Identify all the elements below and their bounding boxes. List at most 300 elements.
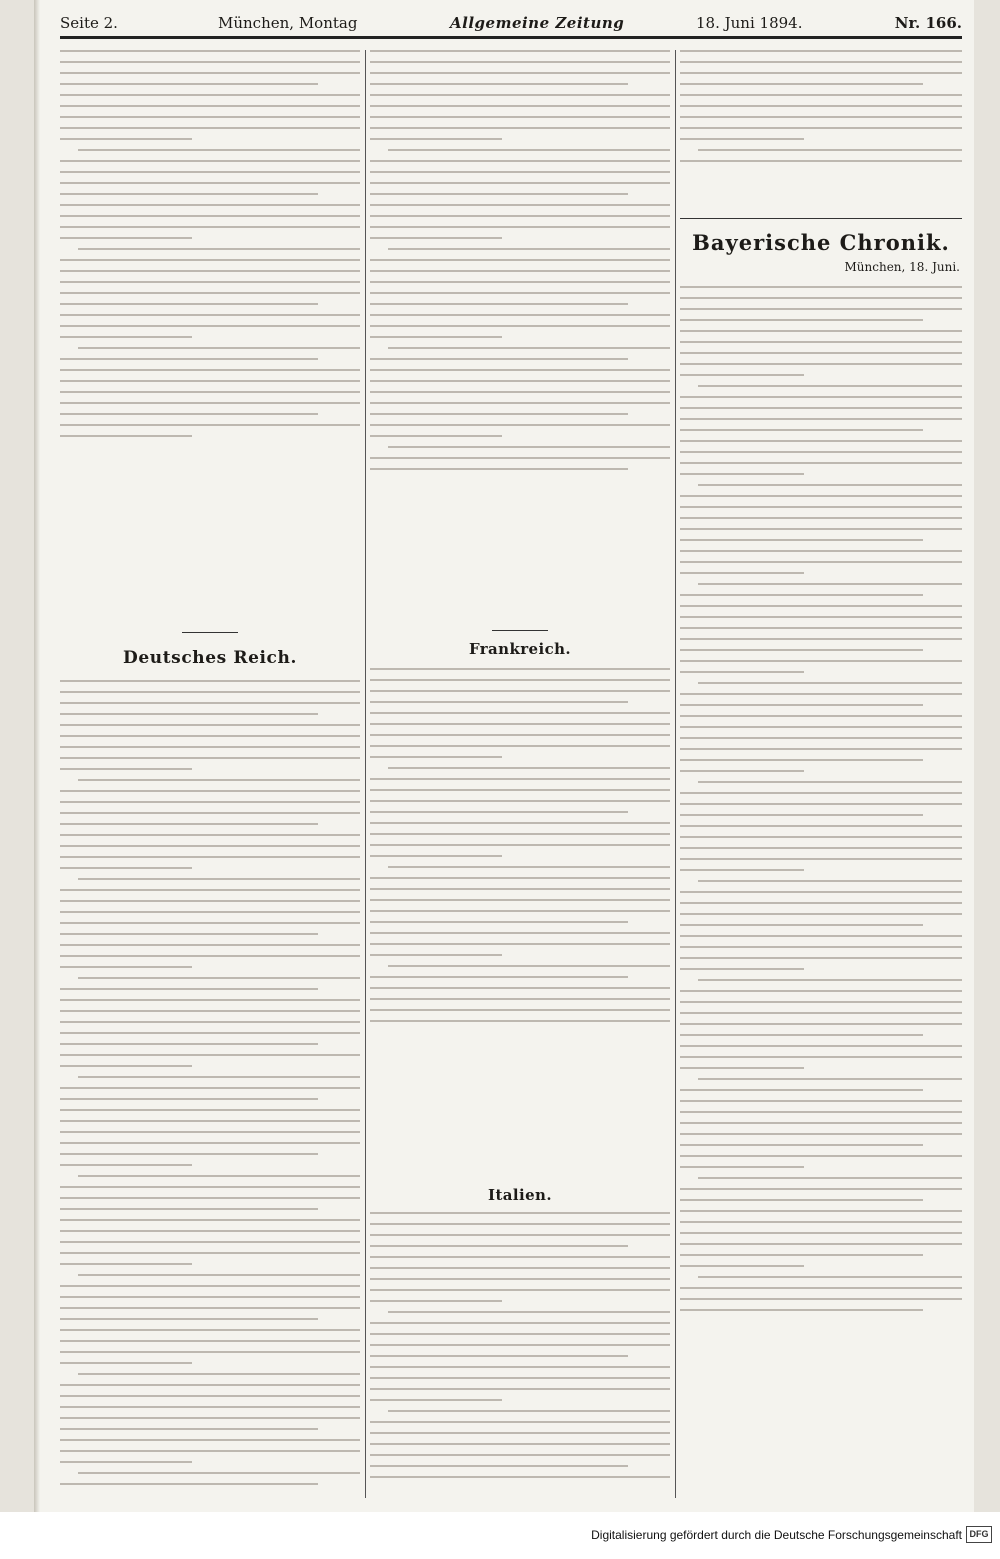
text-line-placeholder bbox=[680, 1100, 962, 1102]
text-line-placeholder bbox=[680, 847, 962, 849]
text-body bbox=[60, 680, 360, 1494]
text-line-placeholder bbox=[60, 83, 318, 85]
text-line-placeholder bbox=[680, 759, 923, 761]
text-line-placeholder bbox=[698, 484, 962, 486]
section-heading-bayerische-chronik: Bayerische Chronik. bbox=[692, 230, 950, 255]
text-line-placeholder bbox=[680, 1309, 923, 1311]
text-line-placeholder bbox=[680, 1155, 962, 1157]
text-line-placeholder bbox=[370, 1245, 628, 1247]
text-line-placeholder bbox=[680, 1166, 804, 1168]
text-line-placeholder bbox=[370, 292, 670, 294]
text-line-placeholder bbox=[370, 833, 670, 835]
text-line-placeholder bbox=[60, 1043, 318, 1045]
text-line-placeholder bbox=[680, 1243, 962, 1245]
text-line-placeholder bbox=[680, 550, 962, 552]
text-line-placeholder bbox=[60, 1406, 360, 1408]
text-line-placeholder bbox=[680, 1133, 962, 1135]
text-line-placeholder bbox=[60, 1131, 360, 1133]
text-line-placeholder bbox=[680, 1188, 962, 1190]
text-line-placeholder bbox=[680, 1012, 962, 1014]
text-line-placeholder bbox=[370, 391, 670, 393]
text-line-placeholder bbox=[370, 127, 670, 129]
text-line-placeholder bbox=[370, 413, 628, 415]
text-line-placeholder bbox=[680, 451, 962, 453]
text-line-placeholder bbox=[60, 270, 360, 272]
text-line-placeholder bbox=[370, 1454, 670, 1456]
text-line-placeholder bbox=[680, 594, 923, 596]
text-line-placeholder bbox=[370, 899, 670, 901]
text-line-placeholder bbox=[680, 924, 923, 926]
text-line-placeholder bbox=[60, 1461, 192, 1463]
text-line-placeholder bbox=[680, 990, 962, 992]
text-line-placeholder bbox=[680, 825, 962, 827]
text-line-placeholder bbox=[680, 1001, 962, 1003]
text-line-placeholder bbox=[60, 127, 360, 129]
text-line-placeholder bbox=[370, 138, 502, 140]
text-line-placeholder bbox=[680, 1287, 962, 1289]
page-number-label: Seite 2. bbox=[60, 14, 118, 32]
text-line-placeholder bbox=[680, 814, 923, 816]
text-line-placeholder bbox=[60, 171, 360, 173]
text-line-placeholder bbox=[60, 768, 192, 770]
text-body bbox=[370, 668, 670, 1031]
text-line-placeholder bbox=[680, 1210, 962, 1212]
text-line-placeholder bbox=[60, 724, 360, 726]
text-line-placeholder bbox=[60, 1428, 318, 1430]
text-line-placeholder bbox=[680, 1056, 962, 1058]
text-line-placeholder bbox=[60, 1142, 360, 1144]
text-line-placeholder bbox=[680, 869, 804, 871]
text-line-placeholder bbox=[680, 506, 962, 508]
text-line-placeholder bbox=[370, 1388, 670, 1390]
text-line-placeholder bbox=[680, 1232, 962, 1234]
text-line-placeholder bbox=[60, 801, 360, 803]
text-line-placeholder bbox=[680, 1111, 962, 1113]
text-line-placeholder bbox=[370, 1009, 670, 1011]
text-body bbox=[680, 50, 962, 171]
text-line-placeholder bbox=[370, 712, 670, 714]
text-line-placeholder bbox=[60, 1241, 360, 1243]
text-line-placeholder bbox=[60, 944, 360, 946]
text-line-placeholder bbox=[60, 358, 318, 360]
column-3 bbox=[680, 50, 962, 1498]
text-line-placeholder bbox=[370, 160, 670, 162]
text-line-placeholder bbox=[60, 856, 360, 858]
text-line-placeholder bbox=[680, 473, 804, 475]
text-line-placeholder bbox=[698, 1276, 962, 1278]
text-line-placeholder bbox=[370, 204, 670, 206]
text-line-placeholder bbox=[680, 374, 804, 376]
text-line-placeholder bbox=[60, 50, 360, 52]
text-line-placeholder bbox=[60, 1186, 360, 1188]
text-line-placeholder bbox=[60, 424, 360, 426]
text-line-placeholder bbox=[680, 1067, 804, 1069]
issue-number: Nr. 166. bbox=[894, 14, 962, 32]
text-body bbox=[370, 50, 670, 479]
text-line-placeholder bbox=[370, 1256, 670, 1258]
text-line-placeholder bbox=[370, 116, 670, 118]
text-line-placeholder bbox=[680, 440, 962, 442]
text-line-placeholder bbox=[680, 935, 962, 937]
text-line-placeholder bbox=[370, 998, 670, 1000]
text-line-placeholder bbox=[60, 988, 318, 990]
text-line-placeholder bbox=[60, 1340, 360, 1342]
text-line-placeholder bbox=[680, 50, 962, 52]
text-line-placeholder bbox=[370, 226, 670, 228]
text-line-placeholder bbox=[388, 1311, 670, 1313]
text-line-placeholder bbox=[370, 1289, 670, 1291]
text-line-placeholder bbox=[60, 933, 318, 935]
text-line-placeholder bbox=[698, 583, 962, 585]
text-line-placeholder bbox=[698, 979, 962, 981]
text-line-placeholder bbox=[680, 1199, 923, 1201]
text-line-placeholder bbox=[60, 1219, 360, 1221]
text-line-placeholder bbox=[388, 1410, 670, 1412]
text-line-placeholder bbox=[60, 325, 360, 327]
text-line-placeholder bbox=[680, 836, 962, 838]
text-line-placeholder bbox=[60, 1164, 192, 1166]
text-line-placeholder bbox=[698, 385, 962, 387]
text-line-placeholder bbox=[370, 72, 670, 74]
text-line-placeholder bbox=[370, 94, 670, 96]
text-line-placeholder bbox=[388, 965, 670, 967]
text-line-placeholder bbox=[680, 495, 962, 497]
text-line-placeholder bbox=[698, 880, 962, 882]
funding-credit: Digitalisierung gefördert durch die Deutsche Forschungsgemeinschaft bbox=[591, 1528, 962, 1542]
text-line-placeholder bbox=[370, 1355, 628, 1357]
text-line-placeholder bbox=[680, 429, 923, 431]
text-line-placeholder bbox=[680, 127, 962, 129]
text-line-placeholder bbox=[60, 922, 360, 924]
text-line-placeholder bbox=[60, 1021, 360, 1023]
text-line-placeholder bbox=[698, 781, 962, 783]
text-line-placeholder bbox=[60, 790, 360, 792]
text-line-placeholder bbox=[680, 616, 962, 618]
text-line-placeholder bbox=[60, 1087, 360, 1089]
text-line-placeholder bbox=[370, 105, 670, 107]
text-line-placeholder bbox=[78, 1472, 360, 1474]
text-line-placeholder bbox=[60, 1208, 318, 1210]
text-line-placeholder bbox=[60, 391, 360, 393]
column-rule bbox=[675, 50, 676, 1498]
text-line-placeholder bbox=[680, 61, 962, 63]
section-heading-deutsches-reich: Deutsches Reich. bbox=[123, 648, 297, 668]
text-line-placeholder bbox=[370, 314, 670, 316]
text-line-placeholder bbox=[388, 446, 670, 448]
text-line-placeholder bbox=[60, 138, 192, 140]
text-line-placeholder bbox=[78, 149, 360, 151]
text-line-placeholder bbox=[60, 1197, 360, 1199]
text-line-placeholder bbox=[370, 270, 670, 272]
text-line-placeholder bbox=[370, 943, 670, 945]
text-line-placeholder bbox=[60, 1384, 360, 1386]
text-line-placeholder bbox=[370, 976, 628, 978]
text-line-placeholder bbox=[370, 1300, 502, 1302]
text-line-placeholder bbox=[60, 1296, 360, 1298]
text-line-placeholder bbox=[370, 800, 670, 802]
text-line-placeholder bbox=[60, 1362, 192, 1364]
text-line-placeholder bbox=[370, 701, 628, 703]
text-line-placeholder bbox=[60, 204, 360, 206]
text-line-placeholder bbox=[370, 778, 670, 780]
text-line-placeholder bbox=[370, 1020, 670, 1022]
text-line-placeholder bbox=[680, 105, 962, 107]
issue-date: 18. Juni 1894. bbox=[696, 14, 803, 32]
text-line-placeholder bbox=[370, 182, 670, 184]
text-line-placeholder bbox=[60, 1109, 360, 1111]
text-line-placeholder bbox=[680, 803, 962, 805]
text-line-placeholder bbox=[60, 226, 360, 228]
text-line-placeholder bbox=[60, 314, 360, 316]
text-line-placeholder bbox=[60, 713, 318, 715]
text-line-placeholder bbox=[60, 303, 318, 305]
column-1 bbox=[60, 50, 360, 1498]
text-line-placeholder bbox=[60, 336, 192, 338]
text-line-placeholder bbox=[370, 723, 670, 725]
text-line-placeholder bbox=[370, 679, 670, 681]
text-line-placeholder bbox=[60, 1351, 360, 1353]
text-line-placeholder bbox=[370, 822, 670, 824]
text-line-placeholder bbox=[680, 72, 962, 74]
page-fold-shadow bbox=[34, 0, 40, 1512]
text-line-placeholder bbox=[60, 1032, 360, 1034]
text-line-placeholder bbox=[680, 660, 962, 662]
text-line-placeholder bbox=[370, 61, 670, 63]
text-line-placeholder bbox=[60, 900, 360, 902]
text-line-placeholder bbox=[78, 1175, 360, 1177]
text-line-placeholder bbox=[370, 303, 628, 305]
text-line-placeholder bbox=[370, 1399, 502, 1401]
text-line-placeholder bbox=[680, 748, 962, 750]
text-line-placeholder bbox=[78, 1274, 360, 1276]
text-line-placeholder bbox=[370, 435, 502, 437]
text-line-placeholder bbox=[60, 1230, 360, 1232]
text-line-placeholder bbox=[680, 319, 923, 321]
section-rule bbox=[492, 630, 548, 631]
text-line-placeholder bbox=[78, 779, 360, 781]
text-line-placeholder bbox=[370, 734, 670, 736]
text-line-placeholder bbox=[60, 746, 360, 748]
masthead-rule bbox=[60, 36, 962, 39]
text-line-placeholder bbox=[370, 336, 502, 338]
text-line-placeholder bbox=[680, 83, 923, 85]
text-line-placeholder bbox=[370, 789, 670, 791]
text-line-placeholder bbox=[680, 605, 962, 607]
text-line-placeholder bbox=[60, 955, 360, 957]
text-line-placeholder bbox=[60, 834, 360, 836]
text-line-placeholder bbox=[60, 259, 360, 261]
section-heading-frankreich: Frankreich. bbox=[468, 640, 572, 658]
text-line-placeholder bbox=[680, 1265, 804, 1267]
text-line-placeholder bbox=[60, 1395, 360, 1397]
text-line-placeholder bbox=[680, 1298, 962, 1300]
text-line-placeholder bbox=[680, 418, 962, 420]
text-line-placeholder bbox=[60, 1285, 360, 1287]
text-line-placeholder bbox=[680, 693, 962, 695]
text-line-placeholder bbox=[680, 858, 962, 860]
text-line-placeholder bbox=[370, 193, 628, 195]
text-line-placeholder bbox=[388, 149, 670, 151]
text-line-placeholder bbox=[78, 977, 360, 979]
text-line-placeholder bbox=[388, 347, 670, 349]
text-line-placeholder bbox=[60, 867, 192, 869]
text-body bbox=[60, 50, 360, 446]
text-line-placeholder bbox=[370, 1223, 670, 1225]
text-line-placeholder bbox=[60, 116, 360, 118]
text-line-placeholder bbox=[370, 325, 670, 327]
text-line-placeholder bbox=[370, 932, 670, 934]
text-line-placeholder bbox=[370, 987, 670, 989]
text-line-placeholder bbox=[60, 435, 192, 437]
text-line-placeholder bbox=[680, 1034, 923, 1036]
section-heading-italien: Italien. bbox=[488, 1186, 552, 1204]
text-line-placeholder bbox=[680, 770, 804, 772]
text-line-placeholder bbox=[370, 259, 670, 261]
text-line-placeholder bbox=[60, 182, 360, 184]
text-line-placeholder bbox=[60, 160, 360, 162]
text-line-placeholder bbox=[60, 292, 360, 294]
text-line-placeholder bbox=[680, 330, 962, 332]
text-line-placeholder bbox=[60, 215, 360, 217]
text-line-placeholder bbox=[680, 957, 962, 959]
text-line-placeholder bbox=[680, 1221, 962, 1223]
text-line-placeholder bbox=[60, 1098, 318, 1100]
text-line-placeholder bbox=[370, 468, 628, 470]
text-line-placeholder bbox=[680, 946, 962, 948]
text-body bbox=[680, 286, 962, 1320]
text-line-placeholder bbox=[680, 968, 804, 970]
text-line-placeholder bbox=[680, 726, 962, 728]
text-line-placeholder bbox=[60, 1252, 360, 1254]
text-line-placeholder bbox=[680, 94, 962, 96]
text-line-placeholder bbox=[60, 999, 360, 1001]
text-line-placeholder bbox=[680, 704, 923, 706]
text-line-placeholder bbox=[370, 369, 670, 371]
text-line-placeholder bbox=[60, 691, 360, 693]
text-line-placeholder bbox=[680, 1023, 962, 1025]
text-line-placeholder bbox=[60, 966, 192, 968]
text-line-placeholder bbox=[370, 844, 670, 846]
text-line-placeholder bbox=[60, 1120, 360, 1122]
text-line-placeholder bbox=[60, 757, 360, 759]
text-line-placeholder bbox=[60, 1450, 360, 1452]
section-rule bbox=[182, 632, 238, 633]
text-line-placeholder bbox=[370, 910, 670, 912]
text-line-placeholder bbox=[60, 402, 360, 404]
dfg-logo-icon: DFG bbox=[966, 1526, 992, 1543]
text-line-placeholder bbox=[60, 94, 360, 96]
text-line-placeholder bbox=[60, 413, 318, 415]
text-line-placeholder bbox=[60, 823, 318, 825]
text-line-placeholder bbox=[698, 1177, 962, 1179]
text-line-placeholder bbox=[370, 855, 502, 857]
text-line-placeholder bbox=[680, 308, 962, 310]
text-line-placeholder bbox=[60, 281, 360, 283]
text-line-placeholder bbox=[680, 902, 962, 904]
text-line-placeholder bbox=[680, 737, 962, 739]
text-line-placeholder bbox=[60, 702, 360, 704]
text-line-placeholder bbox=[388, 248, 670, 250]
text-line-placeholder bbox=[370, 1267, 670, 1269]
text-line-placeholder bbox=[680, 407, 962, 409]
text-line-placeholder bbox=[60, 237, 192, 239]
text-line-placeholder bbox=[60, 1054, 360, 1056]
text-line-placeholder bbox=[698, 682, 962, 684]
text-line-placeholder bbox=[370, 1377, 670, 1379]
text-line-placeholder bbox=[388, 767, 670, 769]
text-line-placeholder bbox=[370, 921, 628, 923]
text-line-placeholder bbox=[78, 878, 360, 880]
text-line-placeholder bbox=[680, 671, 804, 673]
text-line-placeholder bbox=[370, 358, 628, 360]
text-line-placeholder bbox=[60, 889, 360, 891]
digitization-footer bbox=[0, 1512, 1000, 1559]
text-line-placeholder bbox=[680, 462, 962, 464]
text-line-placeholder bbox=[370, 1212, 670, 1214]
text-line-placeholder bbox=[370, 811, 628, 813]
column-2 bbox=[370, 50, 670, 1498]
text-line-placeholder bbox=[680, 396, 962, 398]
text-line-placeholder bbox=[78, 248, 360, 250]
text-line-placeholder bbox=[370, 1432, 670, 1434]
text-line-placeholder bbox=[60, 1263, 192, 1265]
day-label: München, Montag bbox=[218, 14, 358, 32]
text-line-placeholder bbox=[370, 1278, 670, 1280]
text-line-placeholder bbox=[60, 193, 318, 195]
text-line-placeholder bbox=[680, 116, 962, 118]
text-line-placeholder bbox=[60, 1329, 360, 1331]
text-line-placeholder bbox=[370, 237, 502, 239]
text-line-placeholder bbox=[680, 517, 962, 519]
text-line-placeholder bbox=[60, 1307, 360, 1309]
text-line-placeholder bbox=[60, 105, 360, 107]
text-line-placeholder bbox=[698, 149, 962, 151]
column-rule bbox=[365, 50, 366, 1498]
text-line-placeholder bbox=[680, 286, 962, 288]
chronik-dateline: München, 18. Juni. bbox=[844, 260, 960, 274]
text-line-placeholder bbox=[680, 1144, 923, 1146]
text-line-placeholder bbox=[370, 171, 670, 173]
text-line-placeholder bbox=[78, 1373, 360, 1375]
text-line-placeholder bbox=[60, 735, 360, 737]
text-line-placeholder bbox=[60, 1417, 360, 1419]
text-line-placeholder bbox=[370, 50, 670, 52]
text-line-placeholder bbox=[680, 561, 962, 563]
text-line-placeholder bbox=[370, 888, 670, 890]
text-line-placeholder bbox=[370, 83, 628, 85]
text-line-placeholder bbox=[680, 297, 962, 299]
text-line-placeholder bbox=[388, 866, 670, 868]
text-line-placeholder bbox=[60, 911, 360, 913]
text-line-placeholder bbox=[78, 347, 360, 349]
text-line-placeholder bbox=[370, 1333, 670, 1335]
text-line-placeholder bbox=[680, 649, 923, 651]
text-line-placeholder bbox=[370, 756, 502, 758]
text-line-placeholder bbox=[370, 281, 670, 283]
text-line-placeholder bbox=[698, 1078, 962, 1080]
text-line-placeholder bbox=[370, 1443, 670, 1445]
text-line-placeholder bbox=[60, 1439, 360, 1441]
text-line-placeholder bbox=[60, 72, 360, 74]
text-line-placeholder bbox=[60, 845, 360, 847]
text-line-placeholder bbox=[60, 680, 360, 682]
section-rule bbox=[680, 218, 962, 219]
text-line-placeholder bbox=[370, 1465, 628, 1467]
text-line-placeholder bbox=[680, 638, 962, 640]
text-line-placeholder bbox=[680, 363, 962, 365]
newspaper-page bbox=[34, 0, 974, 1512]
text-line-placeholder bbox=[370, 402, 670, 404]
